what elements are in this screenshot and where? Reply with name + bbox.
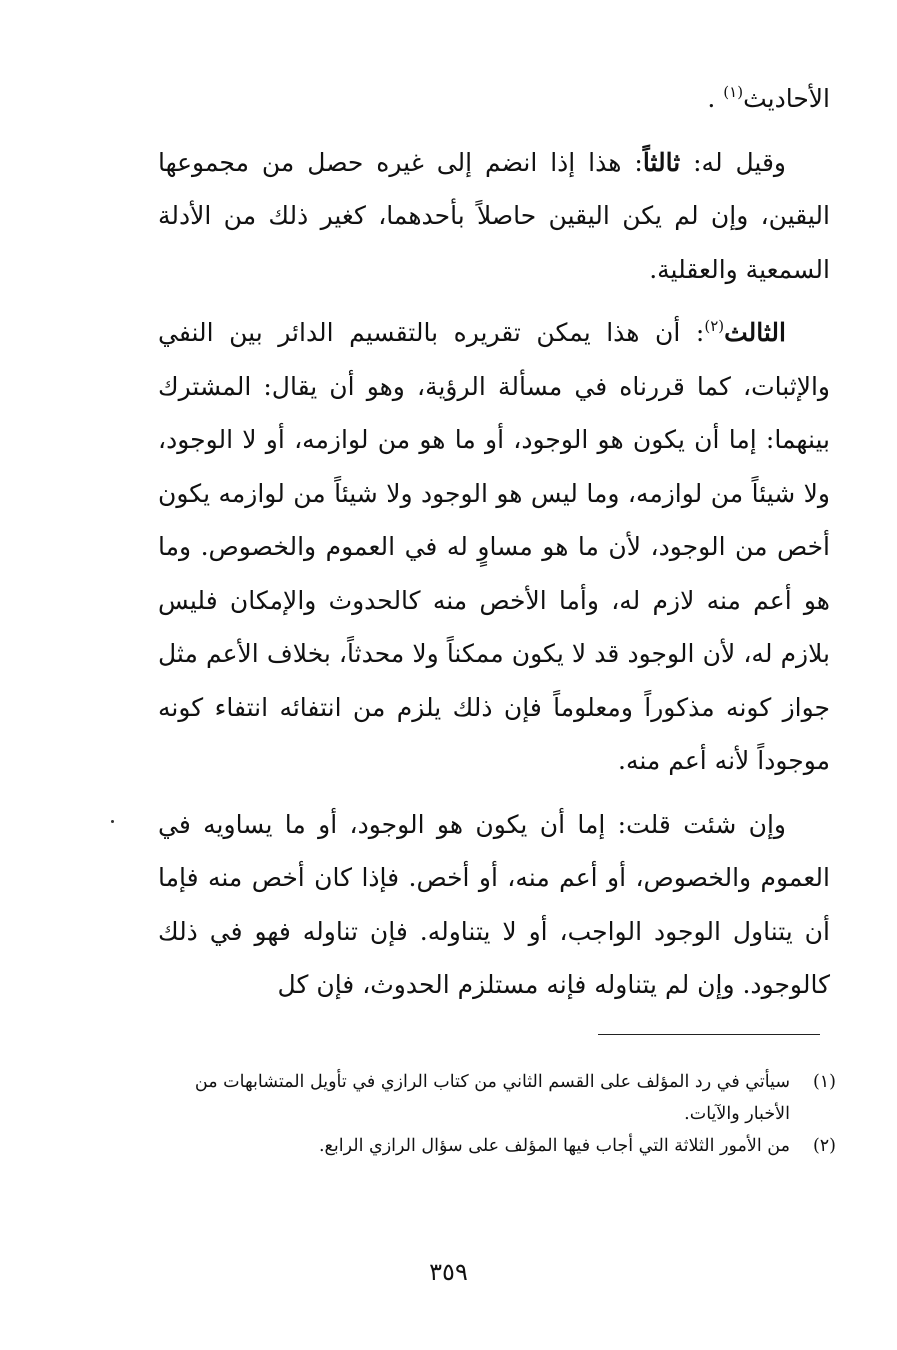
page-number: ٣٥٩ (429, 1258, 468, 1286)
paragraph-1-text: الأحاديث (743, 84, 830, 113)
footnote-1-number: (١) (812, 1072, 836, 1092)
paragraph-1 (158, 72, 830, 126)
footnote-separator (598, 1034, 820, 1035)
footnote-2-number: (٢) (812, 1136, 836, 1156)
paragraph-2-heading: ثالثاً (642, 147, 681, 177)
paragraph-4 (158, 798, 830, 1012)
footnote-1 (158, 1066, 836, 1130)
footnote-1-text: سيأتي في رد المؤلف على القسم الثاني من كتاب الرازي في تأويل المتشابهات من الأخبار والآيات. (194, 1072, 790, 1124)
paragraph-1-end: . (707, 84, 724, 113)
paragraph-2 (158, 136, 830, 297)
paragraph-2-text: : هذا إذا انضم إلى غيره حصل من مجموعها اليقين، وإن لم يكن اليقين حاصلاً بأحدهما، كغير ذلك من الأدلة السمعية والعقلية. (158, 147, 830, 284)
paragraph-3 (158, 306, 830, 788)
main-text (158, 72, 830, 1012)
footnote-2 (158, 1130, 836, 1162)
footnote-2-text: من الأمور الثلاثة التي أجاب فيها المؤلف على سؤال الرازي الرابع. (318, 1136, 790, 1156)
paragraph-4-text: وإن شئت قلت: إما أن يكون هو الوجود، أو ما يساويه في العموم والخصوص، أو أعم منه، أو أخص. فإذا كان أخص منه فإما أن يتناول الوجود الواجب، أو لا يتناوله. فإن تناوله فهو في ذلك كالوجود. وإن لم يتناوله فإنه مستلزم الحدوث، فإن كل (158, 809, 830, 999)
footnote-ref-2[interactable]: (٢) (704, 317, 725, 335)
paragraph-3-text: : أن هذا يمكن تقريره بالتقسيم الدائر بين النفي والإثبات، كما قررناه في مسألة الرؤية، وهو أن يقال: المشترك بينهما: إما أن يكون هو الوجود، أو ما هو من لوازمه، أو لا الوجود، ولا شيئاً من لوازمه، وما ليس هو الوجود ولا شيئاً من لوازمه يكون أخص من الوجود، لأن ما هو مساوٍ له في العموم والخصوص. وما هو أعم منه لازم له، وأما الأخص منه كالحدوث والإمكان فليس بلازم له، لأن الوجود قد لا يكون ممكناً ولا محدثاً، بخلاف الأعم مثل جواز كونه مذكوراً ومعلوماً فإن ذلك يلزم من انتفائه انتفاء كونه موجوداً لأنه أعم منه. (158, 318, 831, 775)
margin-mark (111, 820, 114, 823)
paragraph-3-heading: الثالث (724, 318, 786, 347)
footnotes (158, 1066, 836, 1162)
paragraph-2-lead: وقيل له: (680, 147, 786, 177)
footnote-ref-1[interactable]: (١) (723, 83, 744, 101)
